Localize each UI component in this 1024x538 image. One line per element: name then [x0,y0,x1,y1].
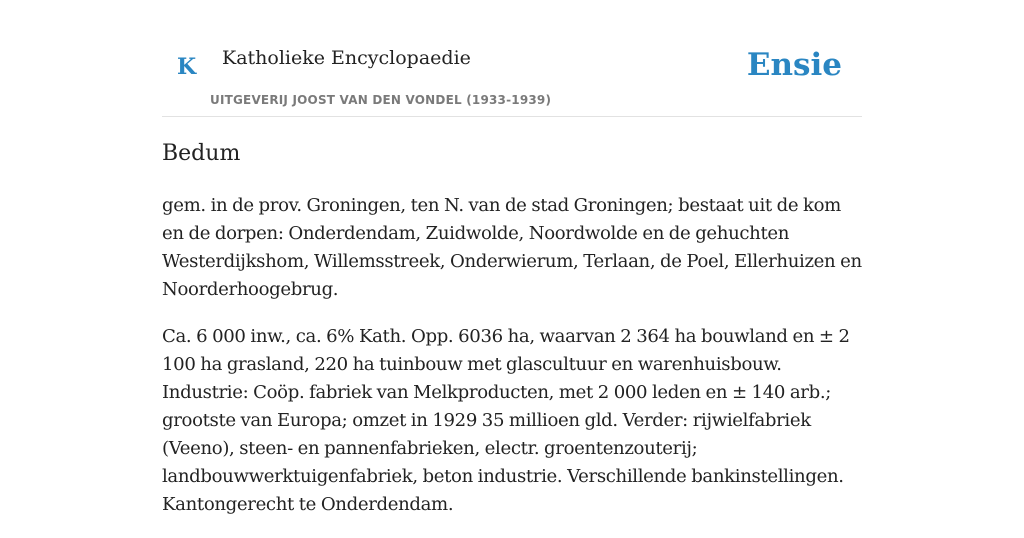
entry-paragraph: gem. in de prov. Groningen, ten N. van de stad Groningen; bestaat uit de kom en de dorpen: Onderdendam, Zuidwolde, Noordwolde en de gehuchten Westerdijkshom, Willemsstreek, Onderwierum, Terlaan, de Poel, Ellerhuizen en Noorderhoogebrug. [162,195,862,300]
encyclopedia-header [162,0,862,117]
entry-body [162,192,864,538]
encyclopedia-logo[interactable]: K [177,54,197,80]
encyclopedia-title[interactable]: Katholieke Encyclopaedie [222,47,471,69]
ensie-brand-link[interactable]: Ensie [746,47,842,83]
entry-title: Bedum [162,141,241,166]
publisher-label: UITGEVERIJ JOOST VAN DEN VONDEL (1933-1939) [210,93,552,107]
article-page [162,0,862,515]
entry-paragraph: Ca. 6 000 inw., ca. 6% Kath. Opp. 6036 ha, waarvan 2 364 ha bouwland en ± 2 100 ha grasland, 220 ha tuinbouw met glascultuur en warenhuisbouw. Industrie: Coöp. fabriek van Melkproducten, met 2 000 leden en ± 140 arb.; grootste van Europa; omzet in 1929 35 millioen gld. Verder: rijwielfabriek (Veeno), steen- en pannenfabrieken, electr. groentenzouterij; landbouwwerktuigenfabriek, beton industrie. Verschillende bankinstellingen. Kantongerecht te Onderdendam. [162,326,850,515]
